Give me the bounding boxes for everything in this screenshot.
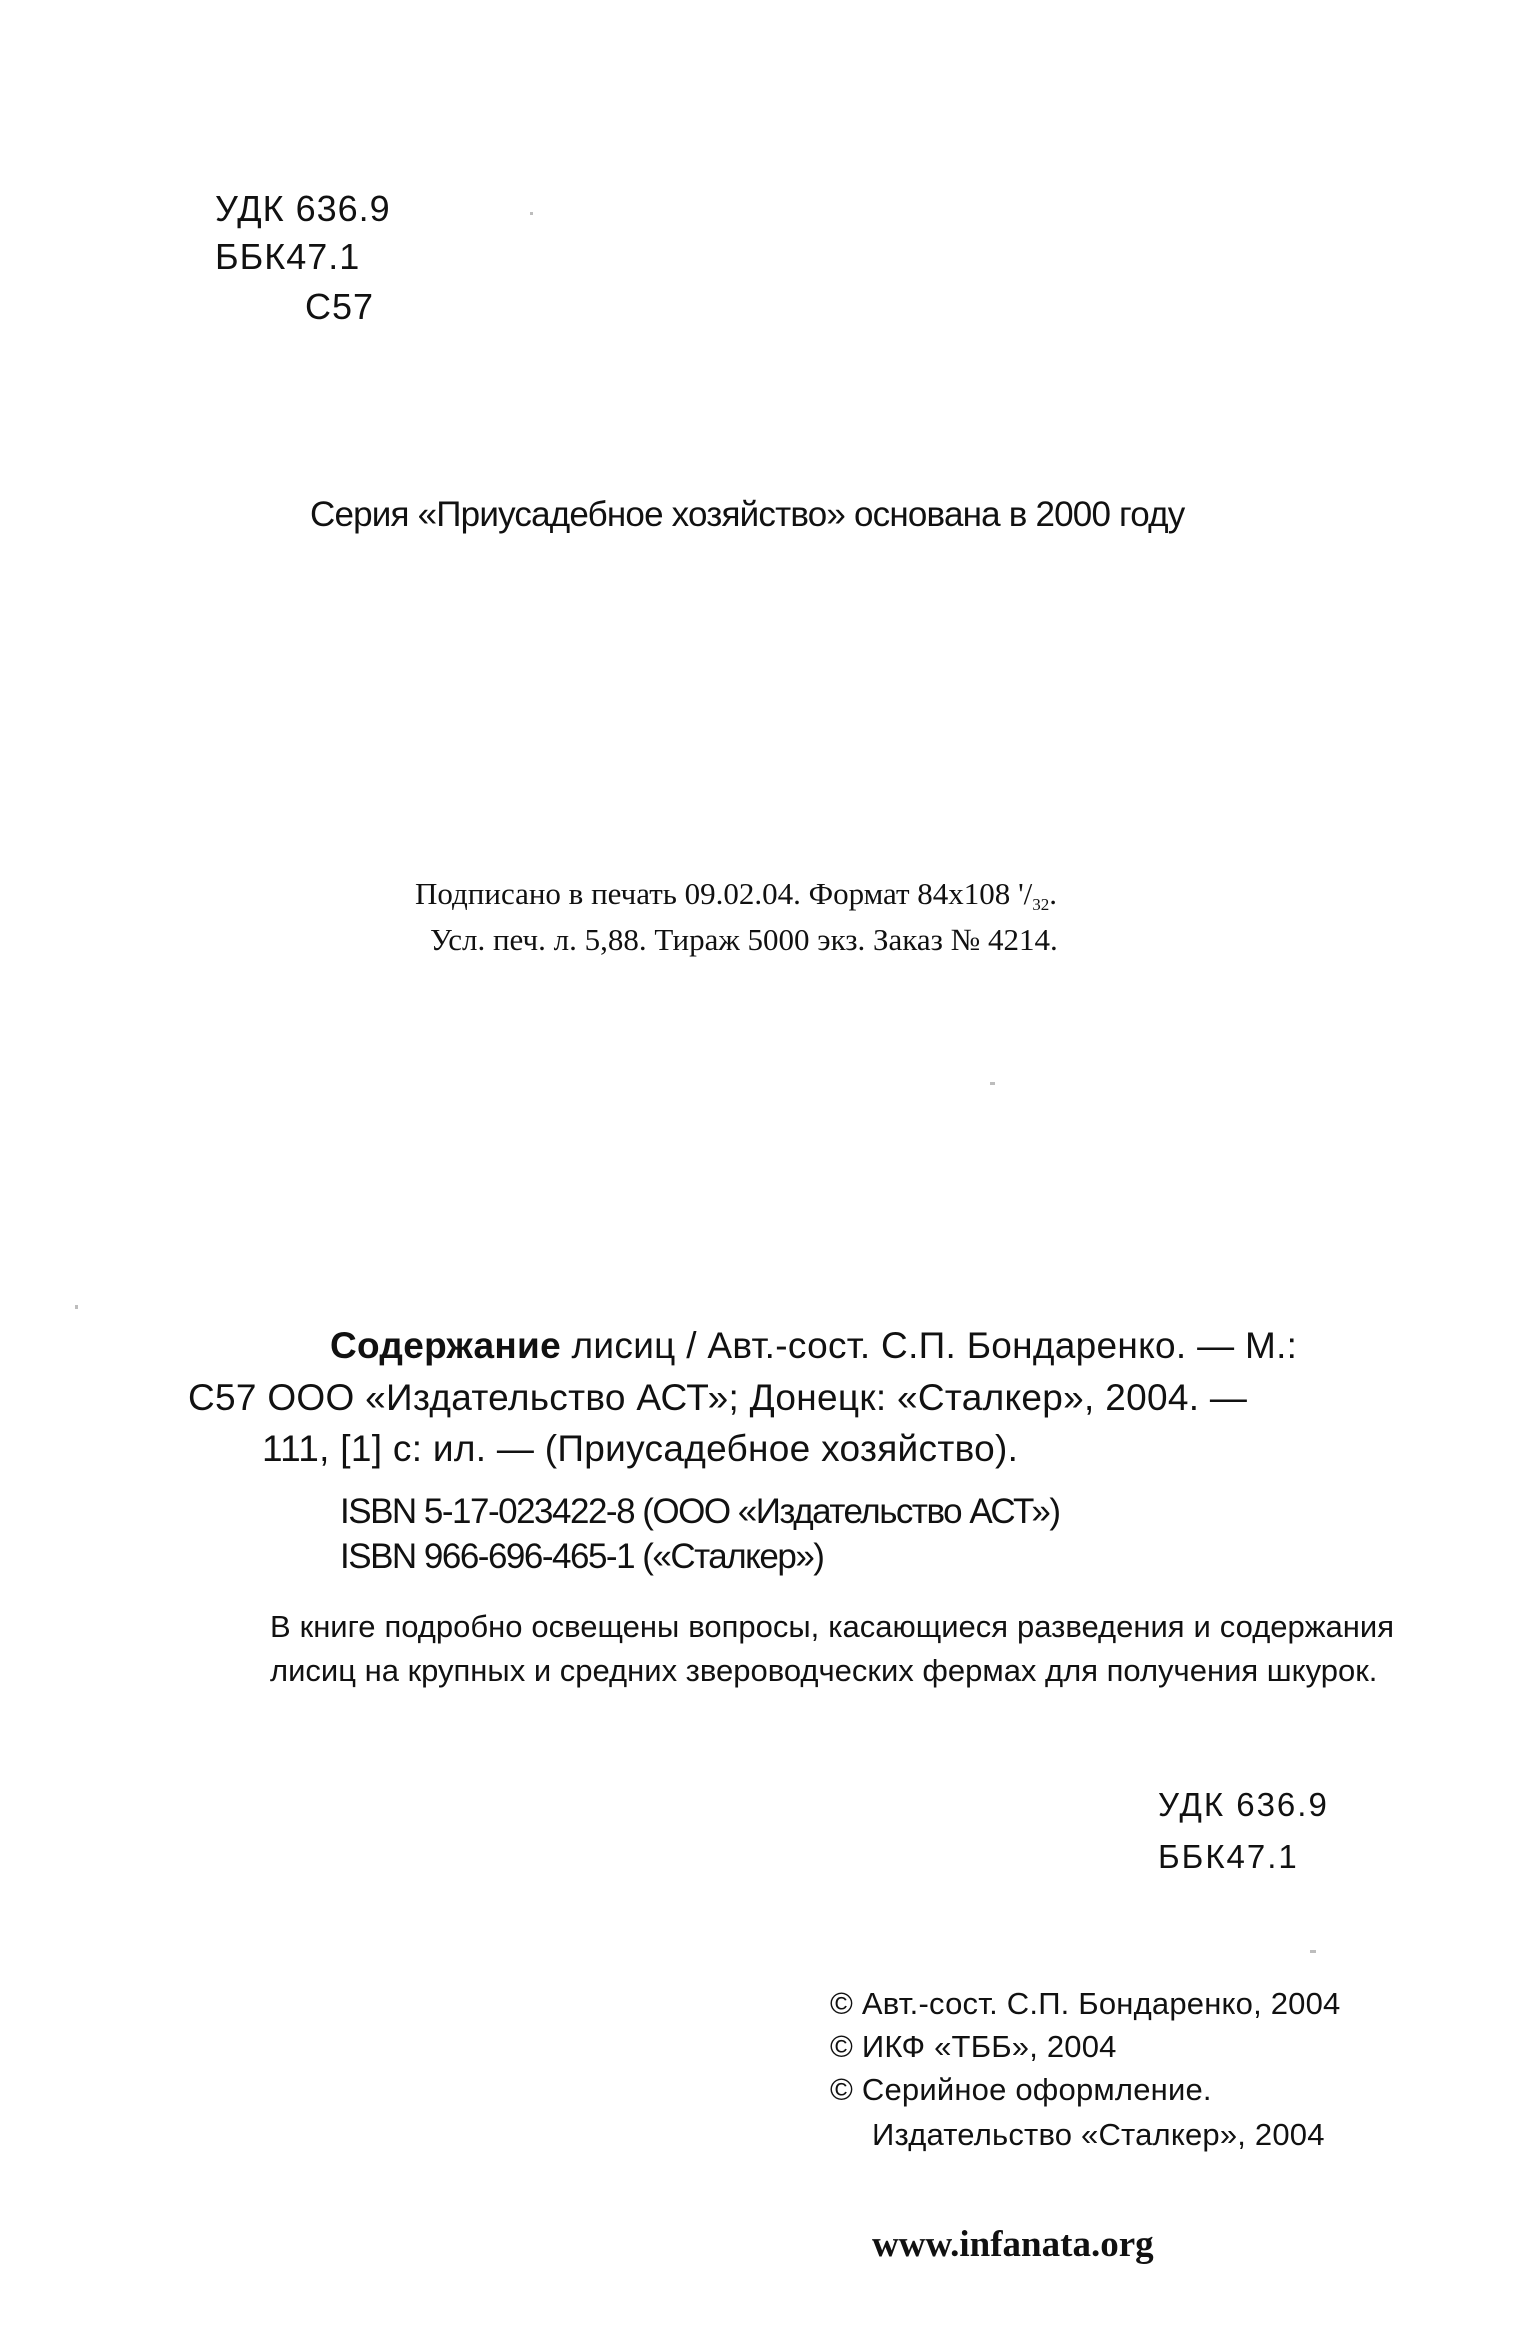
print-info-line2: Усл. печ. л. 5,88. Тираж 5000 экз. Заказ № 4214. <box>430 922 1058 957</box>
isbn-stalker: ISBN 966-696-465-1 («Сталкер») <box>340 1537 824 1576</box>
udk-code: УДК 636.9 <box>215 188 391 229</box>
copyright-author: © Авт.-сост. С.П. Бондаренко, 2004 <box>830 1986 1341 2021</box>
print-info-main: Подписано в печать 09.02.04. Формат 84x108 <box>415 876 1019 911</box>
scan-speck <box>75 1305 78 1309</box>
scan-speck <box>1310 1950 1316 1953</box>
print-info-line1 <box>415 876 1057 915</box>
copyright-publisher: Издательство «Сталкер», 2004 <box>872 2117 1325 2152</box>
copyright-design: © Серийное оформление. <box>830 2072 1212 2107</box>
bib-line-1-rest: лисиц / Авт.-сост. С.П. Бондаренко. — М.: <box>560 1325 1298 1366</box>
website: www.infanata.org <box>872 2224 1154 2265</box>
copyright-ikf: © ИКФ «ТББ», 2004 <box>830 2029 1117 2064</box>
bib-line-1 <box>330 1325 1297 1367</box>
annotation: В книге подробно освещены вопросы, касающиеся разведения и содержания лисиц на крупных и средних звероводческих фермах для получения шкурок. <box>270 1609 1394 1688</box>
book-title: Содержание <box>330 1325 561 1366</box>
author-mark: С57 <box>305 286 375 327</box>
isbn-ast: ISBN 5-17-023422-8 (ООО «Издательство АСТ») <box>340 1492 1060 1531</box>
scan-speck <box>990 1082 995 1085</box>
udk-code-bottom: УДК 636.9 <box>1158 1786 1329 1823</box>
bbk-code: ББК47.1 <box>215 236 361 277</box>
bib-line-3: 111, [1] с: ил. — (Приусадебное хозяйство). <box>262 1428 1019 1469</box>
scan-speck <box>530 212 533 215</box>
bbk-code-bottom: ББК47.1 <box>1158 1838 1299 1875</box>
series-note: Серия «Приусадебное хозяйство» основана в 2000 году <box>310 495 1185 534</box>
bib-line-2: С57 ООО «Издательство АСТ»; Донецк: «Сталкер», 2004. — <box>188 1377 1248 1418</box>
format-fraction-den: 32 <box>1032 895 1050 914</box>
format-fraction-num: '/ <box>1018 876 1033 911</box>
print-info-end: . <box>1049 876 1058 911</box>
